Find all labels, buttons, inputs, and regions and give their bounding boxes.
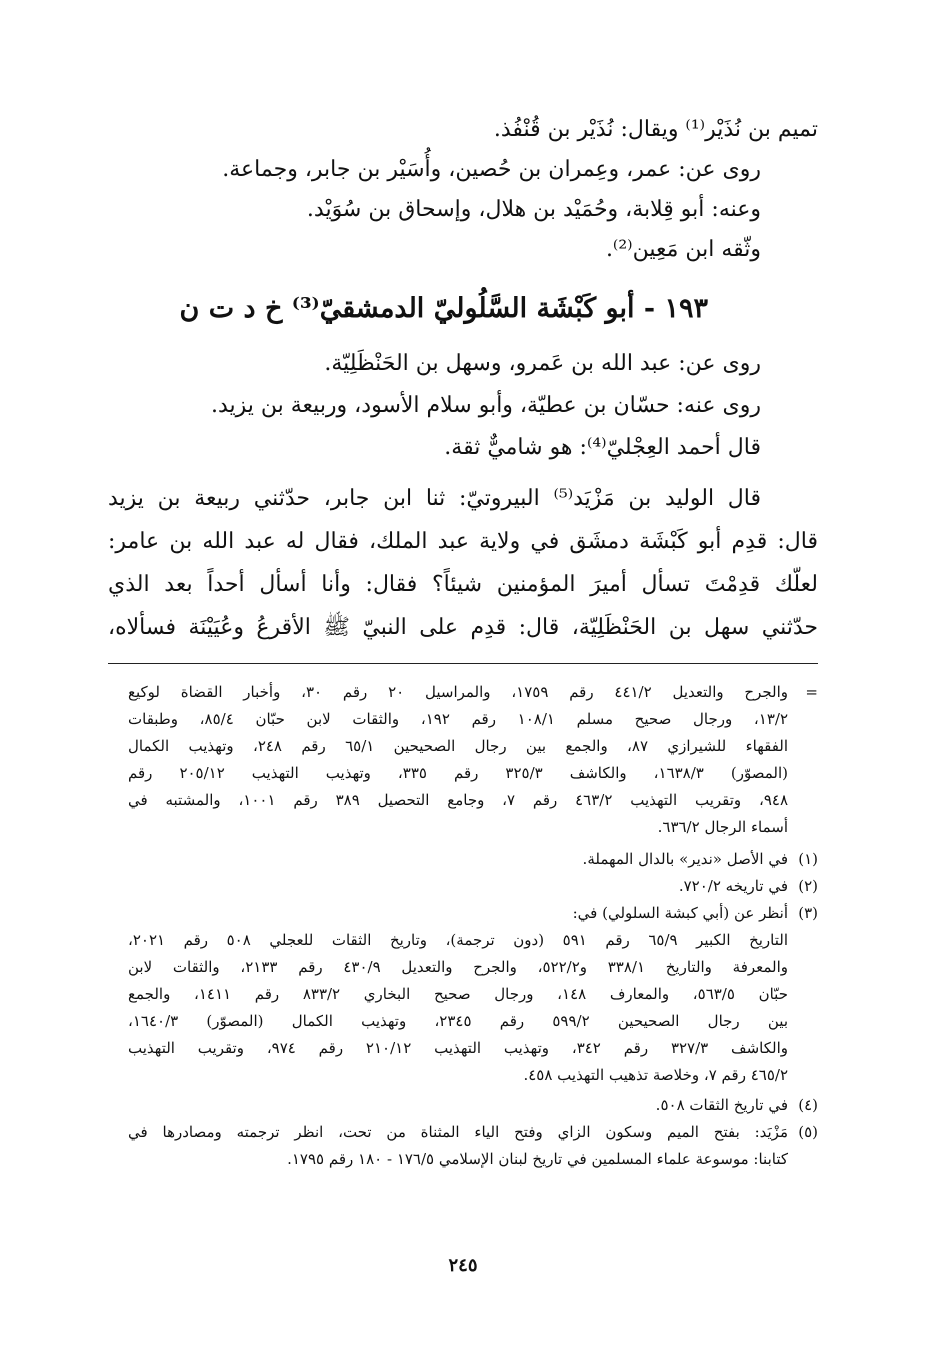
footnote-line: ٤٦٥/٢ رقم ٧، وخلاصة تذهيب التهذيب ٤٥٨. xyxy=(523,1066,788,1084)
footnote-1 xyxy=(583,850,818,870)
footnote-marker: (٣) xyxy=(798,904,818,922)
paragraph-line: لعلّك قدِمْتَ تسأل أميرَ المؤمنين شيئاً؟ فقال: وأنا أسأل أحداً بعد الذي xyxy=(108,572,818,597)
footnote-text: في الأصل «ندير» بالدال المهملة. xyxy=(582,850,788,868)
footnote-line: التاريخ الكبير ٦٥/٩ رقم ٥٩١ (دون ترجمة)، وتاريخ الثقات للعجلي ٥٠٨ رقم ٢٠٢١، xyxy=(128,931,789,949)
footnote-line: والمعرفة والتاريخ ٣٣٨/١ و٥٢٢/٢، والجرح والتعديل ٤٣٠/٩ رقم ٢١٣٣، والثقات لابن xyxy=(128,958,789,976)
text-line: وثّقه ابن مَعِين⁽²⁾. xyxy=(605,237,761,262)
text-line: روى عنه: حسّان بن عطيّة، وأبو سلام الأسود، وربيعة بن يزيد. xyxy=(210,393,761,418)
paragraph-line: حدّثني سهل بن الحَنْظَلِيّة، قال: قدِم على النبيّ ﷺ الأقرعُ وعُيَيْنَة فسألاه، xyxy=(108,615,818,640)
footnote-line: الفقهاء للشيرازي ٨٧، والجمع بين رجال الصحيحين ٦٥/١ رقم ٢٤٨، وتهذيب الكمال xyxy=(128,737,789,755)
text-line: روى عن: عبد الله بن عَمرو، وسهل بن الحَنْظَلِيّة. xyxy=(324,351,761,376)
footnote-text: مَزْيَد: بفتح الميم وسكون الزاي وفتح الياء المثناة من تحت، انظر ترجمته ومصادرها في xyxy=(128,1123,788,1141)
footnote-line: بين رجال الصحيحين ٥٩٩/٢ رقم ٢٣٤٥، وتهذيب الكمال (المصوّر) ١٦٤٠/٣، xyxy=(128,1012,788,1030)
text-line: روى عن: عمر، وعِمران بن حُصين، وأُسَيْر بن جابر، وجماعة. xyxy=(222,157,761,182)
footnote-line: أسماء الرجال ٦٣٦/٢. xyxy=(657,818,788,836)
footnote-line: حبّان ٥٦٣/٥، والمعارف ١٤٨، ورجال صحيح البخاري ٨٣٣/٢ رقم ١٤١١، والجمع xyxy=(128,985,788,1003)
text-line: تميم بن نُذَيْر⁽¹⁾ ويقال: نُذَيْر بن قُنْفُذ. xyxy=(493,117,818,142)
paragraph-line: قال الوليد بن مَزْيَد⁽⁵⁾ البيروتيّ: ثنا ابن جابر، حدّثني ربيعة بن يزيد xyxy=(108,486,762,511)
footnote-line: ٩٤٨، وتقريب التهذيب ٤٦٣/٢ رقم ٧، وجامع التحصيل ٣٨٩ رقم ١٠٠١، والمشتبه في xyxy=(128,791,789,809)
footnote-4 xyxy=(656,1096,818,1116)
footnote-line: (المصوّر) ١٦٣٨/٣، والكاشف ٣٢٥/٣ رقم ٣٣٥، وتهذيب التهذيب ٢٠٥/١٢ رقم xyxy=(128,764,789,782)
footnote-marker: (١) xyxy=(798,850,818,868)
text-line: وعنه: أبو قِلابة، وحُمَيْد بن هلال، وإسحاق بن سُوَيْد. xyxy=(306,197,761,222)
entry-heading: ١٩٣ - أبو كَبْشَة السَّلُوليّ الدمشقيّ⁽³⁾ خ د ت ن xyxy=(179,293,708,324)
footnote-marker: (٢) xyxy=(798,877,818,895)
footnote-5 xyxy=(128,1123,818,1143)
footnote-text: في تاريخ الثقات ٥٠٨. xyxy=(655,1096,788,1114)
footnote-line: كتابنا: موسوعة علماء المسلمين في تاريخ لبنان الإسلامي ١٧٦/٥ - ١٨٠ رقم ١٧٩٥. xyxy=(287,1150,788,1168)
footnote-marker: (٥) xyxy=(798,1123,818,1141)
footnote-2 xyxy=(679,877,818,897)
footnote-text: في تاريخه ٧٢٠/٢. xyxy=(678,877,788,895)
footnote-divider xyxy=(108,663,818,664)
footnote-continuation-mark: = xyxy=(805,683,818,701)
page-number: ٢٤٥ xyxy=(448,1255,478,1276)
footnote-3 xyxy=(573,904,818,924)
footnote-line: والجرح والتعديل ٤٤١/٢ رقم ١٧٥٩، والمراسيل ٢٠ رقم ٣٠، وأخبار القضاة لوكيع xyxy=(128,683,789,701)
text-line: قال أحمد العِجْليّ⁽⁴⁾: هو شاميٌّ ثقة. xyxy=(444,435,761,460)
footnote-line: ١٣/٢، ورجال صحيح مسلم ١٠٨/١ رقم ١٩٢، والثقات لابن حبّان ٨٥/٤، وطبقات xyxy=(128,710,789,728)
footnote-line: والكاشف ٣٢٧/٣ رقم ٣٤٢، وتهذيب التهذيب ٢١٠/١٢ رقم ٩٧٤، وتقريب التهذيب xyxy=(128,1039,788,1057)
footnote-marker: (٤) xyxy=(798,1096,818,1114)
paragraph-line: قال: قدِم أبو كَبْشَة دمشَق في ولاية عبد الملك، فقال له عبد الله بن عامر: xyxy=(108,529,818,554)
footnote-text: أنظر عن (أبي كبشة السلولي) في: xyxy=(572,904,788,922)
